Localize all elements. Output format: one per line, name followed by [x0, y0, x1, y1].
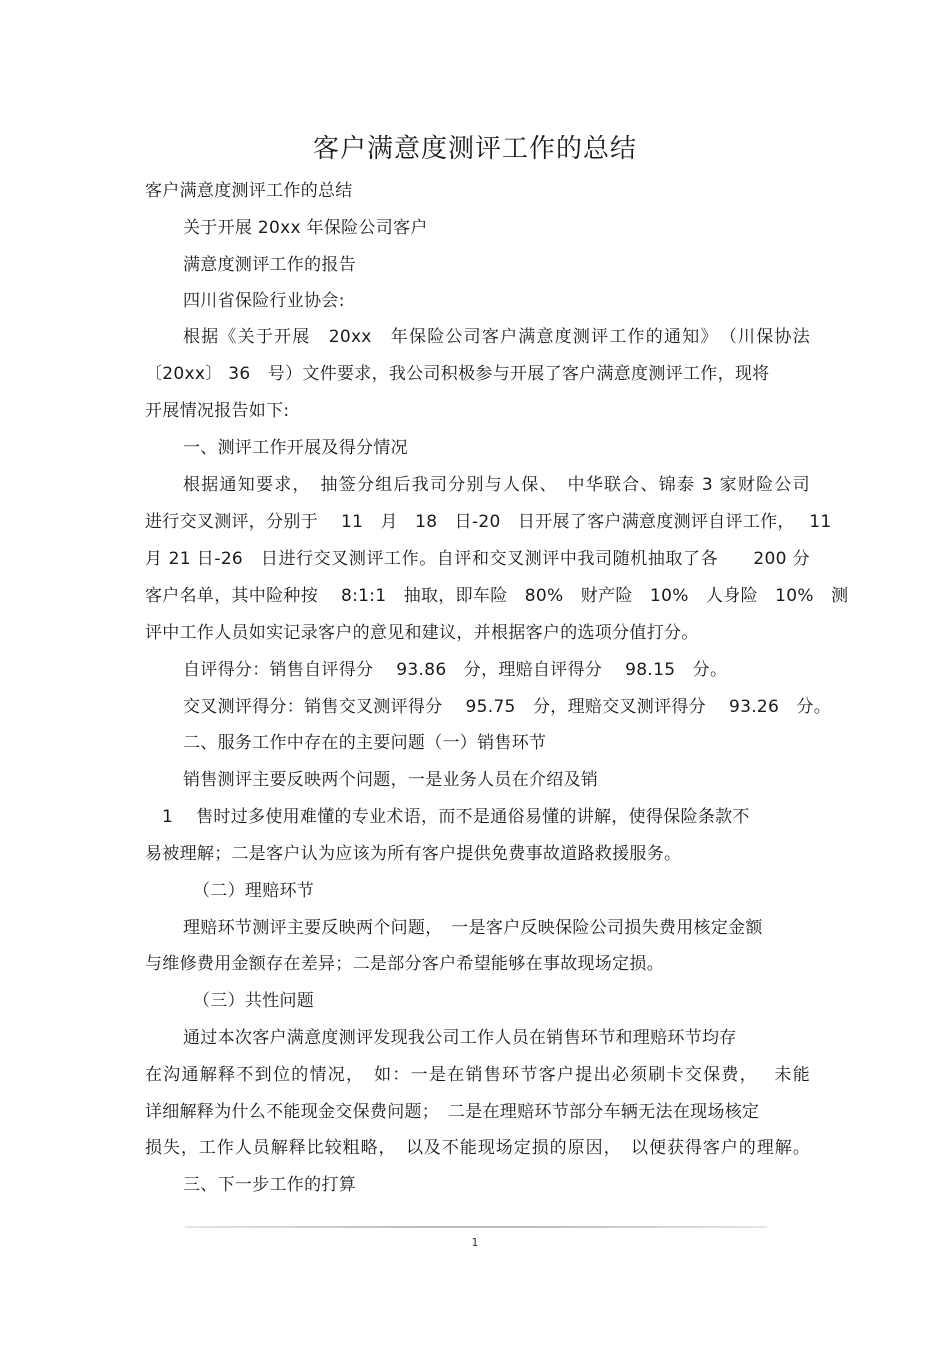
subtitle-line: 客户满意度测评工作的总结	[145, 181, 353, 201]
section-heading-1: 一、测评工作开展及得分情况	[183, 438, 408, 458]
section-heading-2: 二、服务工作中存在的主要问题（一）销售环节	[183, 733, 547, 753]
paragraph-line: 详细解释为什么不能现金交保费问题； 二是在理赔环节部分车辆无法在现场核定	[145, 1102, 760, 1122]
footer-divider	[185, 1226, 767, 1228]
document-title: 客户满意度测评工作的总结	[312, 134, 637, 164]
subsection-heading-claims: （二）理赔环节	[193, 881, 315, 901]
paragraph-line: 在沟通解释不到位的情况， 如：一是在销售环节客户提出必须刷卡交保费， 未能	[145, 1065, 810, 1085]
paragraph-line: 损失，工作人员解释比较粗略， 以及不能现场定损的原因， 以便获得客户的理解。	[145, 1138, 810, 1158]
report-heading-line-1: 关于开展 20xx 年保险公司客户	[183, 218, 428, 238]
self-score-line: 自评得分：销售自评得分 93.86 分，理赔自评得分 98.15 分。	[183, 660, 728, 680]
addressee-line: 四川省保险行业协会:	[183, 291, 345, 311]
paragraph-line: 易被理解；二是客户认为应该为所有客户提供免费事故道路救援服务。	[145, 844, 682, 864]
cross-score-line: 交叉测评得分：销售交叉测评得分 95.75 分，理赔交叉测评得分 93.26 分。	[183, 697, 832, 717]
paragraph-line: 理赔环节测评主要反映两个问题， 一是客户反映保险公司损失费用核定金额	[183, 918, 763, 938]
paragraph-line: 客户名单，其中险种按 8:1:1 抽取，即车险 80% 财产险 10% 人身险 10% 测	[145, 586, 849, 606]
paragraph-line: 月 21 日-26 日进行交叉测评工作。自评和交叉测评中我司随机抽取了各 200 分	[145, 549, 810, 569]
report-heading-line-2: 满意度测评工作的报告	[183, 255, 356, 275]
paragraph-line: 与维修费用金额存在差异；二是部分客户希望能够在事故现场定损。	[145, 954, 664, 974]
paragraph-line: 评中工作人员如实记录客户的意见和建议，并根据客户的选项分值打分。	[145, 623, 699, 643]
page-number: 1	[471, 1236, 479, 1249]
paragraph-line: 进行交叉测评，分别于 11 月 18 日-20 日开展了客户满意度测评自评工作， 11	[145, 512, 832, 532]
section-heading-3: 三、下一步工作的打算	[183, 1175, 356, 1195]
paragraph-line: 根据通知要求， 抽签分组后我司分别与人保、 中华联合、锦泰 3 家财险公司	[183, 475, 810, 495]
paragraph-line: 根据《关于开展 20xx 年保险公司客户满意度测评工作的通知》 （川保协法	[183, 327, 810, 347]
paragraph-line: 开展情况报告如下:	[145, 401, 290, 421]
paragraph-line: 1 售时过多使用难懂的专业术语，而不是通俗易懂的讲解，使得保险条款不	[162, 807, 750, 827]
paragraph-line: 〔20xx〕 36 号）文件要求，我公司积极参与开展了客户满意度测评工作，现将	[145, 364, 770, 384]
paragraph-line: 通过本次客户满意度测评发现我公司工作人员在销售环节和理赔环节均存	[183, 1028, 737, 1048]
paragraph-line: 销售测评主要反映两个问题，一是业务人员在介绍及销	[183, 770, 599, 790]
subsection-heading-common: （三）共性问题	[193, 991, 315, 1011]
